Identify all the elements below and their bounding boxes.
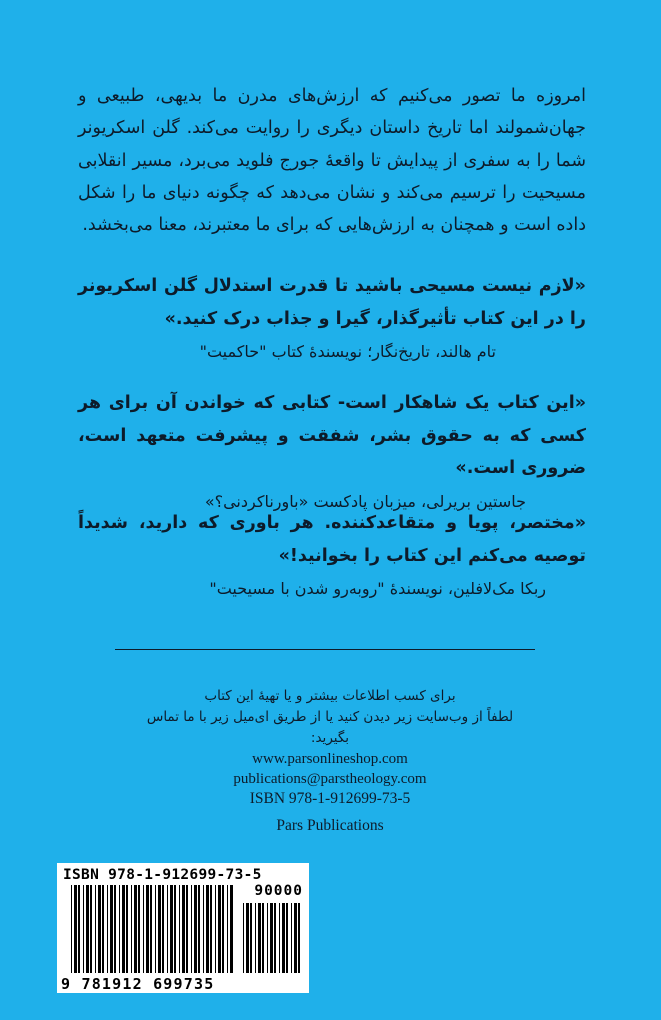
endorsement-quote: «مختصر، پویا و متقاعدکننده. هر باوری که دارید، شدیداً توصیه می‌کنم این کتاب را بخوانید!» [78,513,586,566]
barcode-bar [243,903,244,973]
barcode-bar [274,903,276,973]
barcode-bar [210,885,212,973]
barcode-isbn-label: ISBN 978-1-912699-73-5 [63,867,262,883]
endorsement-attribution: ربکا مک‌لافلین، نویسندهٔ "روبه‌رو شدن با مسیحیت" [209,579,546,598]
isbn-text: ISBN 978-1-912699-73-5 [249,790,411,807]
barcode-bar [119,885,120,973]
endorsement-quote: «این کتاب یک شاهکار است- کتابی که خواندن آن برای هر کسی که به حقوق بشر، شفقت و پیشرفت متعهد است، ضروری است.» [78,393,586,478]
endorsement-2 [78,387,586,514]
section-divider [115,649,535,650]
barcode-bar [250,903,252,973]
barcode-bar [158,885,161,973]
barcode-bar [107,885,108,973]
website-link[interactable]: www.parsonlineshop.com [252,751,408,767]
barcode-bar [150,885,152,973]
barcode-bar [230,885,233,973]
barcode-bar [83,885,84,973]
barcode-bar [110,885,113,973]
publisher-name: Pars Publications [276,817,384,834]
barcode-bar [78,885,80,973]
endorsement-quote: «لازم نیست مسیحی باشید تا قدرت استدلال گلن اسکریونر را در این کتاب تأثیرگذار، گیرا و جذاب درک کنید.» [78,276,586,329]
barcode-bar [186,885,188,973]
contact-line-2: لطفاً از وب‌سایت زیر دیدن کنید یا از طریق ای‌میل زیر با ما تماس بگیرید: [146,709,514,746]
barcode-bar [203,885,204,973]
book-blurb [78,80,586,241]
email-link[interactable]: publications@parstheology.com [233,771,427,787]
barcode [57,863,309,993]
barcode-bar [215,885,216,973]
barcode-bar [279,903,280,973]
barcode-bar [114,885,116,973]
barcode-bar [174,885,176,973]
barcode-bar [86,885,89,973]
barcode-bar [267,903,268,973]
barcode-bar [258,903,261,973]
barcode-bar [198,885,200,973]
barcode-bar [191,885,192,973]
barcode-bars [57,863,309,993]
barcode-bar [270,903,273,973]
barcode-digits: 9 781912 699735 [61,975,215,993]
barcode-bar [71,885,72,973]
endorsement-3 [78,507,586,601]
barcode-bar [74,885,77,973]
barcode-bar [138,885,140,973]
barcode-bar [155,885,156,973]
barcode-bar [291,903,292,973]
barcode-bar [131,885,132,973]
barcode-bar [262,903,264,973]
barcode-bar [162,885,164,973]
barcode-bar [167,885,168,973]
barcode-bar [102,885,104,973]
endorsement-attribution: تام هالند، تاریخ‌نگار؛ نویسندهٔ کتاب "حاکمیت" [199,342,496,361]
barcode-bar [95,885,96,973]
barcode-bar [194,885,197,973]
barcode-bar [255,903,256,973]
blurb-text: امروزه ما تصور می‌کنیم که ارزش‌های مدرن ما بدیهی، طبیعی و جهان‌شمولند اما تاریخ داستان دیگری را روایت می‌کند. گلن اسکریونر شما را به سفری از پیدایش تا واقعهٔ جورج فلوید می‌برد، مسیر انقلابی مسیحیت را ترسیم می‌کند و نشان می‌دهد که چگونه دنیای ما را شکل داده است و همچنان به ارزش‌هایی که برای ما معتبرند، معنا می‌بخشد. [78,86,586,236]
barcode-bar [246,903,249,973]
endorsement-1 [78,270,586,364]
barcode-bar [282,903,285,973]
barcode-bar [298,903,300,973]
barcode-bar [294,903,297,973]
barcode-bar [286,903,288,973]
contact-line-1: برای کسب اطلاعات بیشتر و یا تهیهٔ این کتاب [204,688,456,704]
barcode-bar [126,885,128,973]
barcode-bar [122,885,125,973]
barcode-bar [143,885,144,973]
barcode-bar [90,885,92,973]
barcode-bar [222,885,224,973]
barcode-bar [134,885,137,973]
barcode-bar [227,885,228,973]
barcode-bar [179,885,180,973]
barcode-bar [218,885,221,973]
barcode-bar [146,885,149,973]
contact-info [140,686,520,789]
endorsement-attribution: جاستین بریرلی، میزبان پادکست «باورناکردنی؟» [204,491,526,511]
barcode-bar [170,885,173,973]
barcode-addon-digits: 90000 [254,883,303,899]
barcode-bar [182,885,185,973]
barcode-bar [206,885,209,973]
barcode-bar [98,885,101,973]
